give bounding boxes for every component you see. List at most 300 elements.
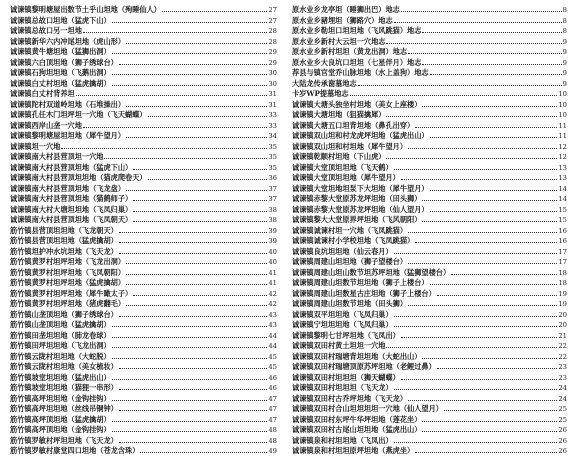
toc-entry-page-number: 14: [558, 184, 567, 193]
toc-entry-title: 诚谏镇双田村坦坦坦（飞天龙）: [292, 383, 393, 392]
toc-entry[interactable]: [292, 383, 567, 394]
toc-entry-page-number: 17: [558, 247, 567, 256]
toc-entry-page-number: 20: [558, 321, 567, 329]
toc-entry[interactable]: [292, 121, 567, 132]
toc-entry[interactable]: [292, 68, 567, 79]
toc-entry-page-number: 39: [268, 237, 277, 245]
toc-leader-dots: [415, 446, 557, 453]
toc-leader-dots: [408, 47, 562, 54]
toc-entry[interactable]: [10, 362, 277, 373]
toc-entry-page-number: 9: [562, 69, 567, 77]
toc-entry[interactable]: [292, 310, 567, 321]
toc-entry[interactable]: [292, 142, 567, 153]
toc-leader-dots: [112, 47, 268, 54]
toc-entry-page-number: 18: [558, 268, 567, 277]
toc-entry[interactable]: [10, 16, 277, 27]
toc-leader-dots: [422, 58, 561, 65]
toc-entry-page-number: 44: [268, 331, 277, 340]
toc-entry-page-number: 8: [562, 16, 567, 25]
toc-leader-dots: [422, 26, 561, 33]
toc-entry[interactable]: [292, 215, 567, 226]
toc-entry[interactable]: [292, 58, 567, 69]
toc-entry-page-number: 26: [558, 426, 567, 434]
toc-entry-title: 诚谏镇南大村县营顶坦地（飞凤朝天）: [10, 215, 133, 224]
toc-entry-title: 荐县与镇官堂乔山脉坦地（水上盖狗）地志: [292, 68, 429, 77]
toc-entry[interactable]: [292, 37, 567, 48]
toc-leader-dots: [422, 100, 557, 107]
toc-leader-dots: [162, 5, 267, 12]
toc-entry[interactable]: [292, 194, 567, 205]
toc-entry-title: 诚谏镇双山坦和村龙虎坪坦地（猛虎出山）: [292, 131, 429, 140]
toc-entry[interactable]: [292, 268, 567, 279]
toc-entry-title: 筋竹镇黄罗村坦坪坦地（飞凤朝阳）: [10, 267, 126, 277]
toc-entry-title: 诚谏镇陀村双道岭坦地（石堆操出）: [10, 99, 126, 109]
toc-entry-page-number: 30: [268, 79, 277, 88]
toc-entry-title: 诚谏镇大塘头独坐村坦地（美女上座楼）: [292, 99, 422, 109]
toc-entry[interactable]: [10, 436, 277, 447]
toc-entry-title: 诚谏镇双平坦坦地（飞凤归巢）: [292, 309, 393, 319]
toc-entry-title: 诚谏镇西岸山垄一穴地: [10, 120, 82, 130]
toc-leader-dots: [451, 268, 557, 275]
toc-entry[interactable]: [292, 184, 567, 195]
toc-leader-dots: [133, 215, 267, 222]
toc-leader-dots: [83, 26, 267, 33]
toc-entry[interactable]: [10, 383, 277, 394]
toc-entry-title: 诚谏镇双田村古乔坪坦地（飞天龙）: [292, 393, 408, 403]
toc-entry-page-number: 47: [268, 405, 277, 413]
toc-entry-title: 原水业乡龙亭坦（睡狮出巴）地志: [292, 5, 400, 14]
toc-leader-dots: [126, 100, 267, 107]
toc-entry-title: 诚谏镇乾顺村坦地（下山虎）: [292, 152, 386, 161]
toc-entry[interactable]: [292, 394, 567, 405]
toc-entry-page-number: 31: [268, 100, 277, 109]
toc-entry-title: 诚谏镇石狗坦坦地（飞鹅出洞）: [10, 68, 111, 77]
toc-entry[interactable]: [292, 247, 567, 258]
toc-entry-page-number: 33: [268, 111, 277, 119]
toc-entry-title: 筋竹镇县营顶坦坦地（猛虎擒胡）: [10, 236, 118, 245]
toc-entry-page-number: 23: [558, 363, 567, 371]
toc-entry-title: 诚谏镇黎明塘屋出数节土乎山坦地（殉睡仙人）: [10, 5, 161, 14]
toc-leader-dots: [394, 247, 558, 254]
toc-entry-title: 诚谏镇总故口另一坦地: [10, 26, 82, 35]
toc-entry[interactable]: [292, 373, 567, 384]
toc-entry[interactable]: [292, 436, 567, 447]
toc-entry-page-number: 40: [268, 247, 277, 256]
toc-entry-title: 诚谏镇大塘五口坦背坦地（鼻孔出穿）: [292, 120, 415, 130]
toc-entry[interactable]: [292, 205, 567, 216]
toc-leader-dots: [437, 289, 558, 296]
toc-entry[interactable]: [292, 163, 567, 174]
toc-entry-page-number: 8: [562, 27, 567, 35]
toc-entry-page-number: 24: [558, 394, 567, 403]
toc-entry-page-number: 28: [268, 37, 277, 46]
toc-entry[interactable]: [10, 278, 277, 289]
toc-entry-page-number: 15: [558, 216, 567, 224]
toc-entry[interactable]: [292, 26, 567, 37]
toc-entry[interactable]: [10, 352, 277, 363]
toc-entry[interactable]: [10, 152, 277, 163]
toc-entry[interactable]: [10, 226, 277, 237]
toc-entry-title: 筋竹镇云陇村坦坦地（大蛇脱）: [10, 351, 111, 361]
toc-entry-title: 诚谏镇新华六内冲尾坦地（虎山形）: [10, 36, 126, 46]
toc-entry-page-number: 19: [558, 289, 567, 298]
toc-entry-page-number: 24: [558, 384, 567, 392]
toc-entry[interactable]: [10, 341, 277, 352]
toc-entry[interactable]: [292, 341, 567, 352]
toc-entry[interactable]: [10, 163, 277, 174]
toc-entry-page-number: 18: [558, 279, 567, 287]
toc-entry-page-number: 26: [558, 436, 567, 445]
toc-entry[interactable]: [292, 47, 567, 58]
toc-leader-dots: [126, 37, 267, 44]
toc-entry[interactable]: [10, 5, 277, 16]
toc-entry[interactable]: [292, 404, 567, 415]
toc-entry-page-number: 25: [558, 405, 567, 413]
toc-leader-dots: [386, 110, 557, 117]
toc-entry[interactable]: [10, 310, 277, 321]
toc-entry-title: 诚谏镇黎明七甘坪坦地（飞凤出）: [292, 330, 400, 340]
toc-entry-page-number: 47: [268, 394, 277, 403]
toc-entry-title: 诚谏镇周建山坦数节坦坦地（狮子上楼台）: [292, 278, 429, 287]
toc-entry-page-number: 21: [558, 331, 567, 340]
toc-entry[interactable]: [10, 394, 277, 405]
toc-leader-dots: [133, 289, 267, 296]
toc-entry-title: 诚谏镇双田村坦坦坦（狮天蝴蝶）: [292, 372, 400, 382]
toc-entry[interactable]: [10, 331, 277, 342]
toc-entry-page-number: 16: [558, 226, 567, 235]
toc-entry-page-number: 29: [268, 48, 277, 56]
toc-entry-page-number: 27: [268, 6, 277, 14]
toc-entry-page-number: 31: [268, 90, 277, 98]
toc-entry-page-number: 11: [558, 132, 567, 140]
toc-entry[interactable]: [10, 121, 277, 132]
toc-entry-page-number: 35: [268, 153, 277, 161]
toc-leader-dots: [112, 425, 268, 432]
toc-leader-dots: [394, 310, 558, 317]
toc-entry[interactable]: [10, 205, 277, 216]
toc-entry-page-number: 22: [558, 342, 567, 350]
toc-entry-page-number: 33: [268, 121, 277, 130]
toc-leader-dots: [112, 331, 268, 338]
toc-leader-dots: [401, 173, 558, 180]
toc-leader-dots: [408, 394, 557, 401]
toc-entry[interactable]: [10, 89, 277, 100]
toc-entry-page-number: 10: [558, 100, 567, 109]
toc-leader-dots: [408, 226, 557, 233]
toc-entry-title: 诚谏镇双田村合山坦坦坦坦一穴地（仙人望月）: [292, 404, 443, 413]
toc-entry-title: 诚谏镇大堂顶坦坦地（犀牛望月）: [292, 173, 400, 182]
toc-entry[interactable]: [10, 100, 277, 111]
toc-entry[interactable]: [292, 320, 567, 331]
toc-entry[interactable]: [292, 331, 567, 342]
toc-entry-page-number: 19: [558, 300, 567, 308]
toc-entry-title: 诚谏镇南大村县营顶坦地（猫鹤师子）: [10, 194, 133, 203]
toc-entry-page-number: 43: [268, 321, 277, 329]
toc-entry-title: 原水业乡新村坦坦（黄龙出洞）地志: [292, 47, 408, 56]
toc-entry-page-number: 37: [268, 195, 277, 203]
toc-entry[interactable]: [10, 446, 277, 457]
toc-entry[interactable]: [10, 194, 277, 205]
toc-leader-dots: [408, 299, 557, 306]
toc-entry[interactable]: [10, 184, 277, 195]
toc-entry-title: 诚谏镇南大村大塘坦坦地（飞凤归巢）: [10, 204, 133, 214]
toc-entry-title: 筋竹镇坦护冲水坑坦地（飞天龙）: [10, 246, 118, 256]
toc-leader-dots: [401, 5, 562, 12]
toc-entry[interactable]: [10, 79, 277, 90]
toc-entry-page-number: 46: [268, 384, 277, 392]
toc-leader-dots: [350, 89, 558, 96]
toc-entry-title: 诚谏镇泉和村坦坦原坪坦地（燕虎坐）: [292, 446, 415, 455]
toc-entry[interactable]: [10, 299, 277, 310]
toc-leader-dots: [76, 89, 268, 96]
toc-entry-page-number: 9: [562, 79, 567, 88]
toc-leader-dots: [430, 131, 558, 138]
toc-leader-dots: [126, 184, 267, 191]
toc-entry[interactable]: [10, 373, 277, 384]
toc-entry-page-number: 8: [562, 6, 567, 14]
toc-entry-page-number: 26: [558, 447, 567, 455]
toc-entry-title: 诚谏镇双田村瑞塘背坦坦地（大蛇出山）: [292, 351, 422, 361]
toc-entry[interactable]: [10, 415, 277, 426]
toc-entry[interactable]: [292, 299, 567, 310]
toc-entry-page-number: 43: [268, 310, 277, 319]
toc-entry-page-number: 35: [268, 163, 277, 172]
toc-entry-title: 诚谏镇黎明塘屋坦坦地（犀牛望月）: [10, 131, 126, 140]
toc-entry[interactable]: [10, 320, 277, 331]
toc-entry-title: 诚谏镇诚谏村坦一穴地（飞凤跳猫）: [292, 225, 408, 235]
toc-entry-title: 诚谏镇南大村县营顶坦地（猛虎下山）: [10, 162, 133, 172]
toc-entry-page-number: 15: [558, 205, 567, 214]
toc-entry[interactable]: [10, 247, 277, 258]
toc-entry[interactable]: [10, 236, 277, 247]
toc-leader-dots: [112, 68, 268, 75]
toc-leader-dots: [148, 173, 268, 180]
toc-entry-page-number: 11: [558, 121, 567, 130]
toc-entry-title: 诚谏镇赤黎大堂原苏龙坪坦地（仙人望月）: [292, 204, 429, 214]
toc-entry-title: 筋竹镇坡堂坦坦地（猛虎出山）: [10, 372, 111, 382]
toc-entry[interactable]: [10, 173, 277, 184]
toc-leader-dots: [119, 226, 268, 233]
toc-entry-page-number: 13: [558, 163, 567, 172]
toc-entry-title: 原水业乡新村大云坦一穴地志: [292, 36, 386, 46]
toc-leader-dots: [133, 205, 267, 212]
toc-entry-page-number: 20: [558, 310, 567, 319]
toc-entry-page-number: 36: [268, 174, 277, 182]
toc-leader-dots: [394, 383, 558, 390]
toc-entry[interactable]: [10, 58, 277, 69]
toc-entry-page-number: 40: [268, 258, 277, 266]
toc-leader-dots: [119, 247, 268, 254]
toc-entry[interactable]: [292, 257, 567, 268]
toc-entry-title: 诚谏镇大塘坦地（狙猫擒犀）: [292, 110, 386, 119]
toc-leader-dots: [83, 121, 267, 128]
toc-entry-title: 筋竹镇坡堂坦坦地（猫狸一串形）: [10, 383, 118, 392]
toc-entry-page-number: 9: [562, 37, 567, 46]
toc-leader-dots: [126, 278, 267, 285]
toc-leader-dots: [112, 320, 268, 327]
toc-leader-dots: [394, 320, 558, 327]
toc-entry-title: 诚谏镇坦一穴地: [10, 141, 61, 151]
toc-leader-dots: [119, 236, 268, 243]
toc-leader-dots: [126, 257, 267, 264]
toc-leader-dots: [133, 163, 267, 170]
toc-leader-dots: [126, 299, 267, 306]
toc-leader-dots: [422, 352, 557, 359]
toc-leader-dots: [401, 331, 558, 338]
toc-entry-page-number: 42: [268, 289, 277, 298]
toc-entry-page-number: 29: [268, 58, 277, 67]
toc-entry[interactable]: [292, 226, 567, 237]
toc-leader-dots: [415, 236, 557, 243]
toc-entry-title: 诚谏镇周建山坦坦地（狮子望楼台）: [292, 257, 408, 266]
toc-leader-dots: [430, 205, 558, 212]
toc-entry-page-number: 44: [268, 342, 277, 350]
toc-leader-dots: [415, 121, 557, 128]
toc-leader-dots: [119, 310, 268, 317]
toc-entry[interactable]: [10, 289, 277, 300]
toc-entry[interactable]: [292, 131, 567, 142]
toc-entry-title: 诚谏镇双田村瑞塘顶原苏坪坦地（老鲤过鼻）: [292, 362, 436, 371]
toc-entry-title: 诚谏镇双田村古尾山坦坦地（猛虎出山）: [292, 425, 422, 434]
toc-leader-dots: [386, 37, 561, 44]
toc-leader-dots: [104, 152, 267, 159]
toc-entry-title: 筋竹镇高坪坦坦地（金钩挂钩）: [10, 393, 111, 403]
toc-entry[interactable]: [292, 289, 567, 300]
toc-entry-page-number: 16: [558, 237, 567, 245]
toc-entry[interactable]: [292, 278, 567, 289]
toc-entry-page-number: 9: [562, 48, 567, 56]
toc-leader-dots: [394, 16, 562, 23]
toc-entry-title: 诚谏镇泉和村坦坦地（飞凤出）: [292, 435, 393, 445]
toc-leader-dots: [394, 163, 558, 170]
toc-entry[interactable]: [10, 215, 277, 226]
toc-entry-title: 诚谏镇双田村东坪牛华坪坦地（莲花坐）: [292, 414, 422, 424]
toc-entry-title: 大陆龙传承谢墓地志: [292, 78, 357, 88]
toc-entry[interactable]: [10, 68, 277, 79]
toc-entry[interactable]: [292, 362, 567, 373]
toc-entry[interactable]: [292, 89, 567, 100]
toc-leader-dots: [386, 341, 557, 348]
toc-leader-dots: [444, 404, 557, 411]
toc-entry-title: 诚谏镇双山坦和村坦地（犀牛望月）: [292, 141, 408, 151]
toc-entry-title: 诚谏镇南大村县营顶坦坦地（猫虎爬卷天）: [10, 173, 147, 182]
toc-entry[interactable]: [292, 16, 567, 27]
toc-entry[interactable]: [10, 257, 277, 268]
toc-leader-dots: [61, 142, 267, 149]
toc-entry-page-number: 25: [558, 415, 567, 424]
toc-entry-title: 原水业乡豬埋坦（狮路穴）地志: [292, 15, 393, 25]
toc-entry-page-number: 47: [268, 415, 277, 424]
toc-leader-dots: [422, 215, 557, 222]
toc-entry-title: 筋竹镇黄罗村坦坪坦地（犀牛瞰太子）: [10, 288, 133, 298]
toc-entry-page-number: 41: [268, 279, 277, 287]
toc-entry-page-number: 30: [268, 69, 277, 77]
toc-entry[interactable]: [292, 352, 567, 363]
toc-entry-title: 筋竹镇黄罗村坦坪坦地（猪虎翻毛）: [10, 299, 126, 308]
toc-entry-page-number: 27: [268, 16, 277, 25]
toc-entry[interactable]: [10, 26, 277, 37]
toc-entry[interactable]: [292, 173, 567, 184]
toc-entry[interactable]: [10, 110, 277, 121]
toc-entry-title: 诚谏镇南大村县营顶坦一穴地: [10, 152, 104, 161]
toc-entry[interactable]: [292, 100, 567, 111]
toc-entry-page-number: 48: [268, 426, 277, 434]
toc-entry-title: 诚谏镇大堂顶坦坦地（飞天鹤）: [292, 162, 393, 172]
toc-leader-dots: [358, 79, 562, 86]
toc-leader-dots: [126, 268, 267, 275]
toc-entry-title: 诚谏镇双田村黄土坦坦一穴地: [292, 341, 386, 350]
toc-entry-page-number: 48: [268, 436, 277, 445]
toc-right-page: [292, 5, 567, 457]
toc-entry[interactable]: [292, 79, 567, 90]
toc-entry-page-number: 41: [268, 268, 277, 277]
toc-leader-dots: [112, 79, 268, 86]
toc-entry-page-number: 45: [268, 352, 277, 361]
toc-entry[interactable]: [10, 404, 277, 415]
toc-entry-page-number: 45: [268, 363, 277, 371]
toc-entry-title: 诚谏镇南大村县营顶坦地（飞龙盘）: [10, 183, 126, 193]
toc-entry[interactable]: [292, 152, 567, 163]
toc-leader-dots: [112, 373, 268, 380]
toc-entry[interactable]: [292, 110, 567, 121]
toc-entry-page-number: 13: [558, 174, 567, 182]
toc-entry-page-number: 9: [562, 58, 567, 67]
toc-entry-page-number: 12: [558, 153, 567, 161]
toc-entry[interactable]: [10, 142, 277, 153]
toc-entry[interactable]: [292, 415, 567, 426]
toc-entry[interactable]: [292, 236, 567, 247]
toc-entry-title: 诚谏镇黎大大堂原界坪坦地（飞风朝阳）: [292, 215, 422, 224]
toc-entry-title: 筋竹镇县营顶坦坦地（飞龙朝天）: [10, 225, 118, 235]
toc-entry-title: 诚谏镇大堂坦地坦泵下大坦地（犀牛望月）: [292, 183, 429, 193]
toc-leader-dots: [386, 152, 557, 159]
toc-leader-dots: [112, 341, 268, 348]
toc-entry-title: 筋竹镇田垄坦坦地（肺龙卷球）: [10, 330, 111, 340]
toc-entry-page-number: 46: [268, 373, 277, 382]
toc-entry[interactable]: [292, 425, 567, 436]
toc-leader-dots: [119, 404, 268, 411]
toc-entry-title: 诚谏镇赤黎大堂原苏龙坪坦地（田头狮）: [292, 194, 422, 203]
toc-entry-title: 诚谏镇黄牛塘坦地（猛狮出洞）: [10, 47, 111, 56]
toc-entry-page-number: 12: [558, 142, 567, 151]
toc-entry[interactable]: [10, 268, 277, 279]
toc-leader-dots: [119, 58, 268, 65]
toc-entry[interactable]: [10, 425, 277, 436]
toc-entry-title: 筋竹镇云陇村坦坦地（美女梳妆）: [10, 362, 118, 371]
toc-entry-title: 卡岁WP提墓地志: [292, 89, 349, 98]
toc-leader-dots: [408, 257, 557, 264]
toc-leader-dots: [119, 362, 268, 369]
toc-entry-title: 筋竹镇高坪顶坦地（猛虎擒胡）: [10, 414, 111, 424]
toc-entry[interactable]: [292, 446, 567, 457]
toc-entry-title: 诚谏镇诚谏村小学校坦地（飞凤跳猫）: [292, 236, 415, 245]
toc-leader-dots: [112, 352, 268, 359]
toc-entry-page-number: 37: [268, 184, 277, 193]
toc-entry-page-number: 17: [558, 258, 567, 266]
toc-entry-title: 筋竹镇罗敏村康堂四口坦地（苍龙含珠）: [10, 446, 140, 455]
toc-entry[interactable]: [10, 47, 277, 58]
toc-leader-dots: [430, 68, 562, 75]
toc-entry-page-number: 49: [268, 447, 277, 455]
toc-entry[interactable]: [292, 5, 567, 16]
toc-entry-title: 诚谏镇宁坦坦坦地（飞凤归巢）: [292, 320, 393, 329]
toc-entry-page-number: 14: [558, 195, 567, 203]
toc-entry-title: 筋竹镇黄罗村坦坪坦地（飞龙出洞）: [10, 257, 126, 266]
toc-entry[interactable]: [10, 131, 277, 142]
toc-entry[interactable]: [10, 37, 277, 48]
toc-entry-page-number: 23: [558, 373, 567, 382]
toc-entry-title: 诚谏镇白丈村背养坦: [10, 89, 75, 98]
